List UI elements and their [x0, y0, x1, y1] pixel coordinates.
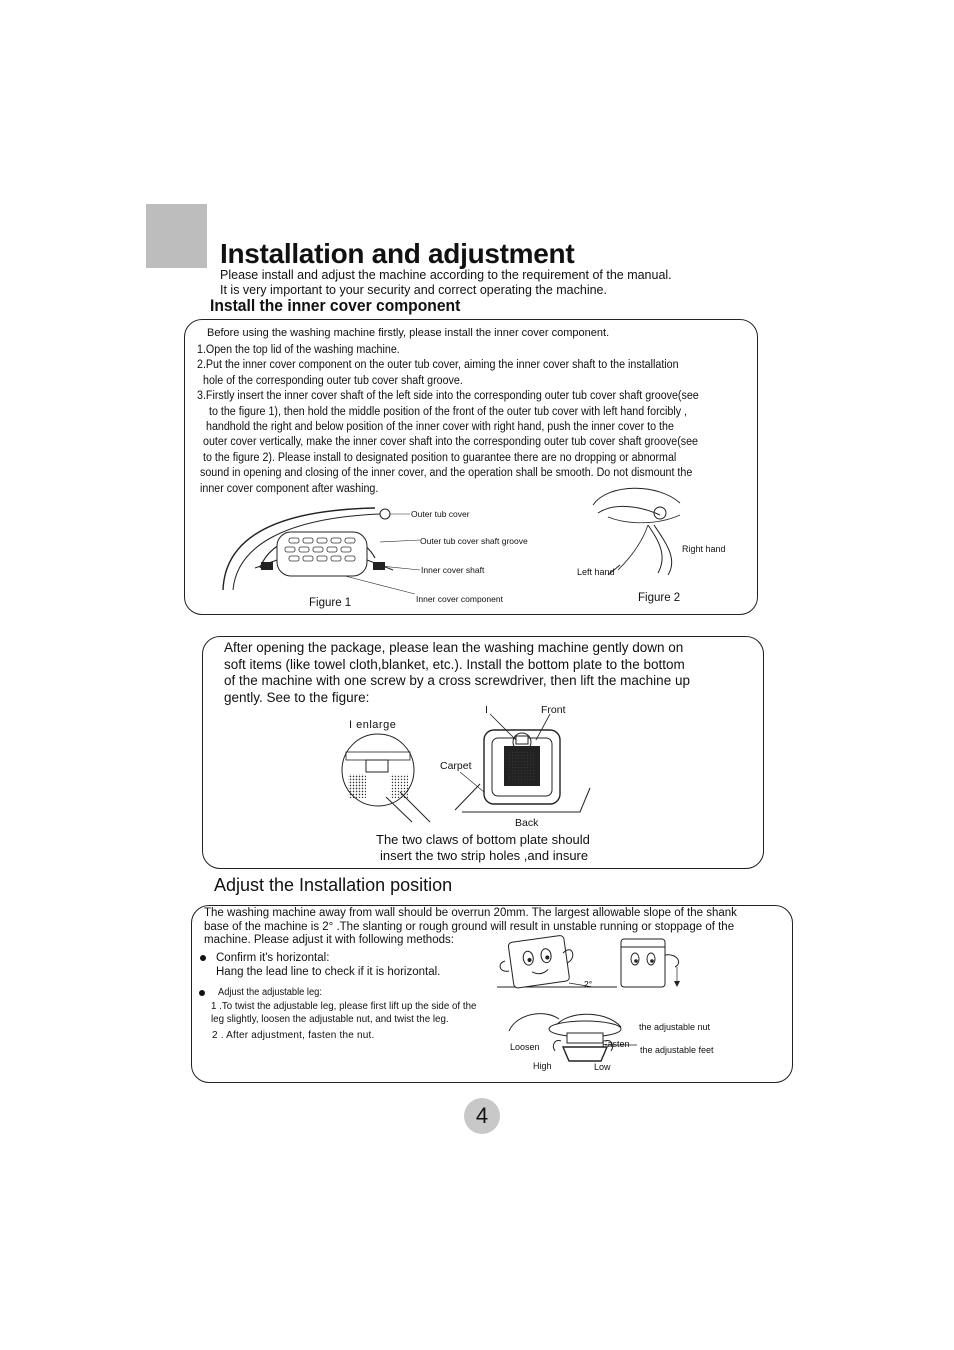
claws-caption-line-1: The two claws of bottom plate should [376, 832, 590, 847]
angle-label: 2° [584, 979, 593, 989]
step-1-line-2: leg slightly, loosen the adjustable nut, and twist the leg. [211, 1013, 449, 1025]
section-heading-installation-position: Adjust the Installation position [214, 875, 453, 895]
i-marker-label: I [485, 704, 488, 716]
level-check-illustration [497, 933, 697, 993]
loosen-label: Loosen [510, 1042, 540, 1052]
carpet-label: Carpet [440, 760, 472, 772]
step-line: outer cover vertically, make the inner cover shaft into the corresponding outer tub cover shaft groove(see [203, 436, 699, 448]
step-line: sound in opening and closing of the inner cover, and the operation shall be smooth. Do not dismount the [200, 467, 693, 479]
step-line: 3.Firstly insert the inner cover shaft of the left side into the corresponding outer tub cover shaft groove(see [197, 390, 699, 402]
bullet-2-title: Adjust the adjustable leg: [218, 987, 322, 998]
page-number: 4 [464, 1098, 500, 1134]
adjustable-feet-label: the adjustable feet [640, 1045, 714, 1055]
claws-caption-line-2: insert the two strip holes ,and insure [380, 848, 589, 863]
adjustable-nut-label: the adjustable nut [639, 1022, 711, 1032]
adjustable-leg-illustration [505, 1005, 645, 1070]
high-label: High [533, 1061, 552, 1071]
page-title: Installation and adjustment [220, 238, 575, 269]
figure-2-illustration [588, 485, 688, 580]
figure-1-label: Outer tub cover [411, 509, 470, 519]
step-line: 1.Open the top lid of the washing machine. [197, 344, 400, 356]
position-line: The washing machine away from wall should be overrun 20mm. The largest allowable slope of the shank [204, 907, 737, 919]
intro-line-1: Please install and adjust the machine according to the requirement of the manual. [220, 268, 672, 282]
figure-1-caption: Figure 1 [309, 597, 352, 609]
bottom-plate-line: gently. See to the figure: [224, 689, 370, 705]
step-2: 2 . After adjustment, fasten the nut. [212, 1030, 375, 1041]
intro-line-2: It is very important to your security and correct operating the machine. [220, 283, 607, 297]
position-line: machine. Please adjust it with following methods: [204, 934, 454, 946]
bullet-icon [200, 955, 206, 961]
step-line: to the figure 1), then hold the middle position of the front of the outer tub cover with left hand forcibly , [209, 406, 687, 418]
bottom-plate-line: of the machine with one screw by a cross screwdriver, then lift the machine up [224, 673, 690, 688]
step-line: 2.Put the inner cover component on the outer tub cover, aiming the inner cover shaft to the installation [197, 359, 679, 371]
bullet-1-text: Hang the lead line to check if it is horizontal. [216, 966, 441, 978]
position-line: base of the machine is 2° .The slanting or rough ground will result in unstable running or stoppage of the [204, 920, 735, 933]
right-hand-label: Right hand [682, 544, 726, 554]
step-line: inner cover component after washing. [200, 483, 379, 495]
bullet-1-title: Confirm it's horizontal: [216, 952, 330, 964]
figure-1-label: Inner cover shaft [421, 565, 485, 575]
inner-cover-lead: Before using the washing machine firstly, please install the inner cover component. [207, 327, 610, 339]
bottom-plate-illustration [340, 712, 600, 822]
front-label: Front [541, 704, 566, 716]
bottom-plate-line: soft items (like towel cloth,blanket, etc.). Install the bottom plate to the bottom [224, 656, 685, 672]
figure-1-label: Inner cover component [416, 594, 503, 604]
figure-2-caption: Figure 2 [638, 592, 681, 604]
section-tab-marker [146, 204, 207, 268]
fasten-label: Fasten [602, 1039, 630, 1049]
step-line: handhold the right and below position of the inner cover with right hand, push the inner cover to the [206, 421, 674, 433]
section-heading-inner-cover: Install the inner cover component [210, 296, 461, 315]
step-line: hole of the corresponding outer tub cover shaft groove. [203, 375, 463, 387]
figure-1-label: Outer tub cover shaft groove [420, 536, 528, 546]
low-label: Low [594, 1062, 611, 1072]
bottom-plate-line: After opening the package, please lean the washing machine gently down on [224, 640, 684, 655]
figure-1-illustration [215, 498, 415, 598]
back-label: Back [515, 817, 539, 829]
bottom-plate-text [224, 640, 744, 706]
step-line: to the figure 2). Please install to designated position to guarantee there are no dropping or abnormal [203, 452, 677, 464]
left-hand-label: Left hand [577, 567, 615, 577]
bullet-icon [199, 990, 205, 996]
step-1-line-1: 1 .To twist the adjustable leg, please first lift up the side of the [211, 1000, 477, 1012]
enlarge-label: I enlarge [349, 719, 397, 731]
